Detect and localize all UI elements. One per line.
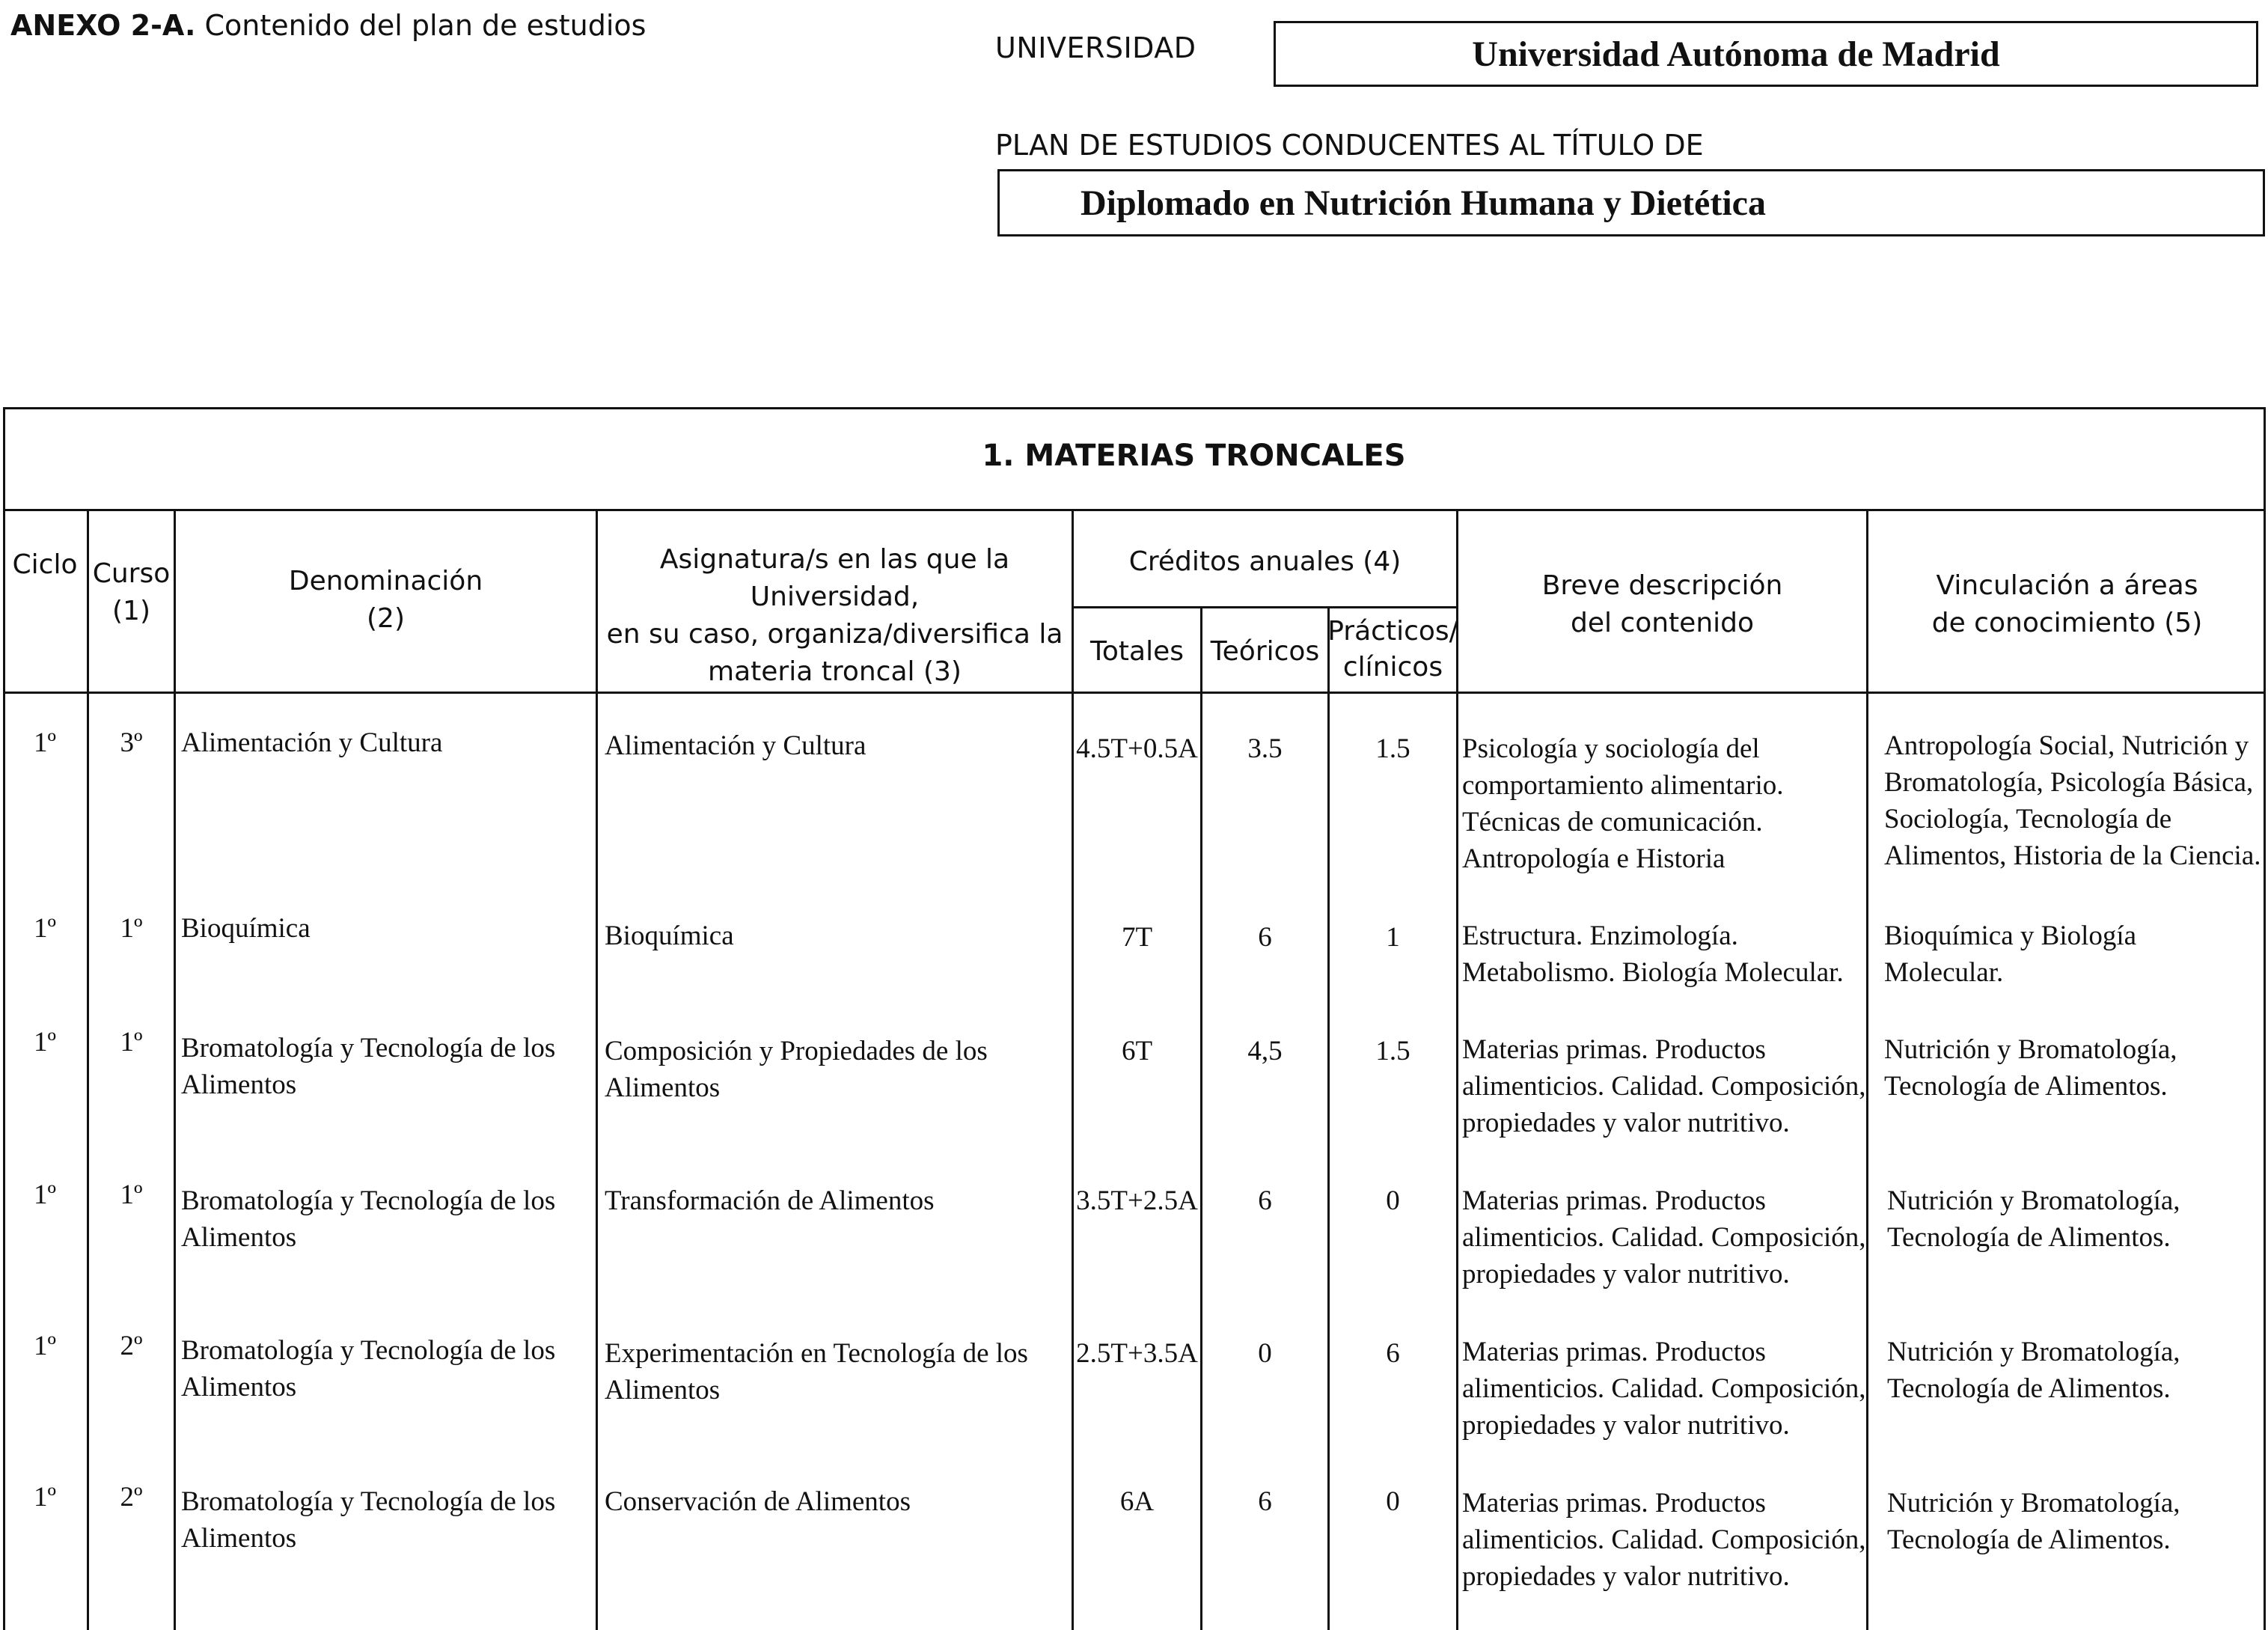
cell-descripcion: [1462, 1031, 1866, 1141]
header-curso-line: (1): [112, 596, 150, 626]
cell-denominacion: [181, 910, 311, 947]
cell-practicos: 0: [1386, 1185, 1400, 1216]
cell-ciclo: 1º: [34, 1482, 56, 1513]
header-practicos: [1327, 614, 1458, 686]
cell-curso: 2º: [120, 1331, 143, 1361]
cell-line: Tecnología de Alimentos.: [1887, 1524, 2171, 1555]
header-descripcion: [1458, 567, 1866, 642]
cell-line: Bioquímica: [181, 913, 311, 944]
cell-denominacion: [181, 1182, 555, 1256]
cell-line: Alimentación y Cultura: [181, 727, 443, 758]
cell-curso: 3º: [120, 727, 143, 758]
cell-totales: 4.5T+0.5A: [1076, 733, 1198, 764]
cell-line: Bromatología, Psicología Básica,: [1884, 767, 2254, 798]
cell-line: Bromatología y Tecnología de los: [181, 1335, 556, 1366]
cell-teoricos: 6: [1258, 1185, 1272, 1216]
cell-asignatura: [605, 727, 866, 764]
university-name-box: Universidad Autónoma de Madrid: [1274, 21, 2258, 87]
table-header-divider: [3, 692, 2266, 694]
cell-line: Transformación de Alimentos: [605, 1185, 935, 1216]
header-ciclo: [3, 546, 87, 584]
cell-line: Alimentos: [181, 1069, 297, 1100]
cell-line: alimenticios. Calidad. Composición,: [1462, 1222, 1866, 1253]
cell-line: Alimentos: [181, 1222, 297, 1253]
cell-ciclo: 1º: [34, 727, 56, 758]
header-asignatura-line: materia troncal (3): [708, 656, 962, 687]
cell-vinculacion: [1887, 1182, 2180, 1256]
cell-practicos: 1.5: [1375, 733, 1410, 764]
header-creditos: [1074, 543, 1456, 581]
cell-line: Alimentos: [181, 1523, 297, 1554]
cell-line: Materias primas. Productos: [1462, 1034, 1766, 1065]
cell-totales: 7T: [1121, 922, 1153, 953]
column-divider: [1456, 509, 1458, 1630]
header-descripcion-line: Breve descripción: [1541, 570, 1783, 601]
cell-descripcion: [1462, 1334, 1866, 1444]
cell-asignatura: [605, 1033, 988, 1106]
header-asignatura-line: Asignatura/s en las que la Universidad,: [659, 544, 1010, 612]
cell-denominacion: [181, 1030, 555, 1103]
cell-line: Antropología Social, Nutrición y: [1884, 730, 2249, 761]
cell-practicos: 0: [1386, 1486, 1400, 1517]
cell-vinculacion: [1887, 1334, 2180, 1407]
annex-description: Contenido del plan de estudios: [195, 9, 647, 42]
cell-ciclo: 1º: [34, 1027, 56, 1057]
cell-line: Nutrición y Bromatología,: [1887, 1488, 2180, 1518]
cell-line: Sociología, Tecnología de: [1884, 804, 2172, 834]
cell-practicos: 1: [1386, 922, 1400, 953]
header-denominacion: [176, 563, 596, 638]
cell-line: Conservación de Alimentos: [605, 1486, 911, 1517]
cell-line: Estructura. Enzimología.: [1462, 921, 1738, 951]
header-teoricos-text: Teóricos: [1210, 636, 1320, 667]
cell-line: alimenticios. Calidad. Composición,: [1462, 1071, 1866, 1102]
cell-line: Tecnología de Alimentos.: [1887, 1222, 2171, 1253]
cell-teoricos: 0: [1258, 1338, 1272, 1369]
cell-totales: 6A: [1119, 1486, 1155, 1517]
cell-ciclo: 1º: [34, 1331, 56, 1361]
cell-curso: 2º: [120, 1482, 143, 1513]
header-denominacion-line: Denominación: [288, 566, 483, 596]
cell-line: propiedades y valor nutritivo.: [1462, 1108, 1790, 1138]
degree-title-box: Diplomado en Nutrición Humana y Dietética: [997, 169, 2265, 236]
header-teoricos: [1202, 633, 1327, 671]
cell-teoricos: 6: [1258, 922, 1272, 953]
cell-ciclo: 1º: [34, 913, 56, 944]
cell-curso: 1º: [120, 1027, 143, 1057]
header-denominacion-line: (2): [367, 603, 405, 634]
cell-line: Composición y Propiedades de los: [605, 1036, 988, 1066]
header-vinculacion-line: Vinculación a áreas: [1936, 570, 2198, 601]
column-divider: [87, 509, 89, 1630]
header-asignatura-line: en su caso, organiza/diversifica la: [606, 619, 1063, 650]
header-vinculacion-line: de conocimiento (5): [1931, 608, 2203, 638]
cell-line: Tecnología de Alimentos.: [1884, 1071, 2168, 1102]
header-curso-line: Curso: [92, 558, 171, 589]
cell-vinculacion: [1884, 918, 2136, 991]
cell-line: Alimentos: [181, 1372, 297, 1402]
cell-line: Alimentación y Cultura: [605, 730, 866, 761]
header-practicos-line: clínicos: [1342, 652, 1443, 683]
cell-line: propiedades y valor nutritivo.: [1462, 1561, 1790, 1592]
cell-line: Psicología y sociología del: [1462, 733, 1760, 764]
cell-line: Alimentos: [605, 1072, 721, 1103]
cell-line: Bromatología y Tecnología de los: [181, 1185, 556, 1216]
cell-denominacion: [181, 724, 442, 761]
cell-asignatura: [605, 1182, 935, 1219]
cell-line: propiedades y valor nutritivo.: [1462, 1259, 1790, 1289]
cell-line: Nutrición y Bromatología,: [1887, 1185, 2180, 1216]
cell-ciclo: 1º: [34, 1179, 56, 1210]
header-ciclo-text: Ciclo: [12, 549, 78, 580]
cell-line: Tecnología de Alimentos.: [1887, 1373, 2171, 1404]
cell-line: Bromatología y Tecnología de los: [181, 1486, 556, 1517]
cell-denominacion: [181, 1483, 555, 1557]
column-divider: [1866, 509, 1868, 1630]
cell-line: Materias primas. Productos: [1462, 1488, 1766, 1518]
column-divider: [1072, 509, 1074, 1630]
university-label: UNIVERSIDAD: [995, 31, 1196, 64]
cell-asignatura: [605, 1483, 911, 1520]
cell-practicos: 1.5: [1375, 1036, 1410, 1066]
degree-plan-label: PLAN DE ESTUDIOS CONDUCENTES AL TÍTULO DE: [995, 129, 1704, 162]
cell-line: Materias primas. Productos: [1462, 1337, 1766, 1367]
annex-heading: [10, 9, 646, 42]
cell-vinculacion: [1887, 1485, 2180, 1558]
cell-line: propiedades y valor nutritivo.: [1462, 1410, 1790, 1441]
cell-line: Técnicas de comunicación.: [1462, 807, 1763, 837]
header-creditos-text: Créditos anuales (4): [1128, 546, 1402, 577]
cell-line: Nutrición y Bromatología,: [1884, 1034, 2177, 1065]
cell-asignatura: [605, 918, 734, 954]
cell-vinculacion: [1884, 1031, 2177, 1105]
cell-line: alimenticios. Calidad. Composición,: [1462, 1524, 1866, 1555]
cell-line: comportamiento alimentario.: [1462, 770, 1784, 801]
credits-subheader-divider: [1072, 606, 1456, 608]
cell-line: Bioquímica y Biología: [1884, 921, 2137, 951]
header-vinculacion: [1868, 567, 2266, 642]
section-title: 1. MATERIAS TRONCALES: [982, 439, 1406, 473]
header-totales: [1074, 633, 1200, 671]
cell-line: Molecular.: [1884, 957, 2004, 988]
cell-teoricos: 4,5: [1247, 1036, 1283, 1066]
cell-descripcion: [1462, 1485, 1866, 1595]
header-practicos-line: Prácticos/: [1327, 616, 1458, 647]
cell-line: Alimentos: [605, 1375, 721, 1405]
cell-totales: 6T: [1121, 1036, 1153, 1066]
cell-line: Materias primas. Productos: [1462, 1185, 1766, 1216]
cell-asignatura: [605, 1335, 1028, 1408]
header-asignatura: [598, 541, 1072, 691]
annex-label: ANEXO 2-A.: [10, 9, 196, 42]
cell-line: Antropología e Historia: [1462, 843, 1726, 874]
cell-teoricos: 6: [1258, 1486, 1272, 1517]
cell-vinculacion: [1884, 727, 2261, 874]
table-title-divider: [3, 509, 2266, 511]
cell-totales: 3.5T+2.5A: [1076, 1185, 1198, 1216]
cell-descripcion: [1462, 1182, 1866, 1292]
header-totales-text: Totales: [1090, 636, 1184, 667]
cell-curso: 1º: [120, 913, 143, 944]
cell-denominacion: [181, 1332, 555, 1405]
header-curso: [89, 555, 174, 630]
column-divider: [174, 509, 176, 1630]
cell-practicos: 6: [1386, 1338, 1400, 1369]
cell-curso: 1º: [120, 1179, 143, 1210]
cell-line: Metabolismo. Biología Molecular.: [1462, 957, 1844, 988]
cell-line: Nutrición y Bromatología,: [1887, 1337, 2180, 1367]
cell-descripcion: [1462, 730, 1783, 877]
cell-line: Bromatología y Tecnología de los: [181, 1033, 556, 1063]
cell-line: alimenticios. Calidad. Composición,: [1462, 1373, 1866, 1404]
cell-line: Bioquímica: [605, 921, 734, 951]
cell-line: Experimentación en Tecnología de los: [605, 1338, 1028, 1369]
cell-totales: 2.5T+3.5A: [1076, 1338, 1198, 1369]
cell-descripcion: [1462, 918, 1844, 991]
cell-line: Alimentos, Historia de la Ciencia.: [1884, 840, 2261, 871]
header-descripcion-line: del contenido: [1570, 608, 1755, 638]
cell-teoricos: 3.5: [1247, 733, 1283, 764]
